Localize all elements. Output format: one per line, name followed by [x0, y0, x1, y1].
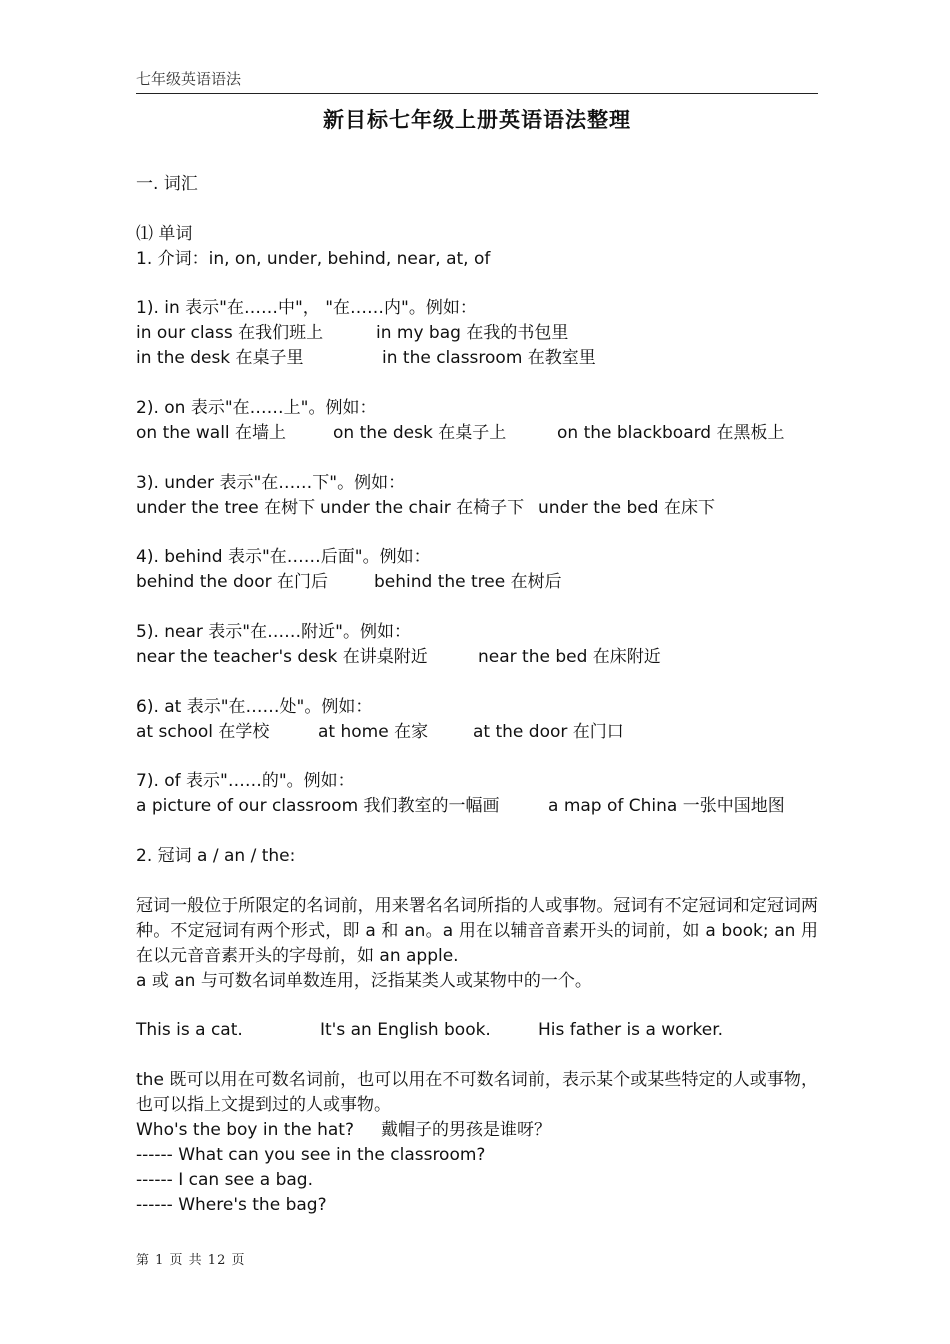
prep-behind-heading: 4). behind 表示"在……后面"。例如： — [136, 547, 431, 568]
article-usage-note: a 或 an 与可数名词单数连用，泛指某类人或某物中的一个。 — [136, 970, 592, 991]
dialog-line: ------ What can you see in the classroom? — [136, 1144, 486, 1165]
document-title: 新目标七年级上册英语语法整理 — [323, 108, 631, 132]
example-phrase: near the bed 在床附近 — [478, 646, 661, 667]
example-phrase: behind the door 在门后 — [136, 572, 329, 593]
example-phrase: behind the tree 在树后 — [374, 572, 562, 593]
prep-at-heading: 6). at 表示"在……处"。例如： — [136, 696, 373, 717]
example-line — [136, 496, 818, 521]
example-line — [136, 1118, 818, 1143]
example-sentence: Who's the boy in the hat? — [136, 1119, 354, 1140]
example-phrase: in my bag 在我的书包里 — [376, 323, 569, 344]
prep-in-heading: 1). in 表示"在……中"， "在……内"。例如： — [136, 298, 477, 319]
example-phrase: a picture of our classroom 我们教室的一幅画 — [136, 796, 500, 817]
prep-on-heading: 2). on 表示"在……上"。例如： — [136, 398, 377, 419]
example-translation: 戴帽子的男孩是谁呀？ — [381, 1119, 551, 1140]
example-phrase: near the teacher's desk 在讲桌附近 — [136, 646, 428, 667]
article-explanation: 冠词一般位于所限定的名词前，用来署名名词所指的人或事物。冠词有不定冠词和定冠词两种。不定冠词有两个形式，即 a 和 an。a 用在以辅音音素开头的词前，如 a book; an 用在以元音音素开头的字母前，如 an apple. — [136, 895, 818, 966]
example-phrase: at home 在家 — [318, 721, 429, 742]
example-phrase: in the classroom 在教室里 — [382, 348, 596, 369]
example-phrase: on the blackboard 在黑板上 — [557, 422, 785, 443]
definite-article-explanation: the 既可以用在可数名词前，也可以用在不可数名词前，表示某个或某些特定的人或事物，也可以指上文提到过的人或事物。 — [136, 1070, 818, 1116]
example-line — [136, 321, 818, 346]
prep-near-heading: 5). near 表示"在……附近"。例如： — [136, 622, 411, 643]
example-line — [136, 421, 818, 446]
dialog-line: ------ Where's the bag? — [136, 1194, 327, 1215]
example-line — [136, 720, 818, 745]
example-phrase: in the desk 在桌子里 — [136, 348, 304, 369]
example-phrase: under the tree 在树下 — [136, 497, 316, 518]
example-sentence: It's an English book. — [320, 1020, 491, 1041]
example-line — [136, 794, 818, 819]
example-phrase: on the desk 在桌子上 — [333, 422, 507, 443]
example-sentence: This is a cat. — [136, 1020, 243, 1041]
page-footer: 第 1 页 共 12 页 — [136, 1253, 246, 1268]
prep-of-heading: 7). of 表示"……的"。例如： — [136, 771, 355, 792]
document-body — [136, 172, 818, 1217]
subsection-heading-words: ⑴ 单词 — [136, 223, 193, 244]
example-phrase: at the door 在门口 — [473, 721, 624, 742]
example-phrase: on the wall 在墙上 — [136, 422, 287, 443]
dialog-line: ------ I can see a bag. — [136, 1169, 313, 1190]
example-phrase: at school 在学校 — [136, 721, 270, 742]
running-header: 七年级英语语法 — [136, 68, 818, 94]
example-phrase: under the bed 在床下 — [538, 497, 715, 518]
example-phrase: a map of China 一张中国地图 — [548, 796, 785, 817]
example-line — [136, 570, 818, 595]
articles-heading: 2. 冠词 a / an / the: — [136, 846, 296, 867]
example-sentence: His father is a worker. — [538, 1020, 724, 1041]
article-example-line — [136, 1018, 818, 1043]
example-phrase: under the chair 在椅子下 — [320, 497, 525, 518]
prepositions-heading: 1. 介词：in, on, under, behind, near, at, of — [136, 248, 491, 269]
example-line — [136, 645, 818, 670]
example-line — [136, 346, 818, 371]
prep-under-heading: 3). under 表示"在……下"。例如： — [136, 472, 406, 493]
example-phrase: in our class 在我们班上 — [136, 323, 324, 344]
section-heading-vocabulary: 一. 词汇 — [136, 174, 198, 194]
